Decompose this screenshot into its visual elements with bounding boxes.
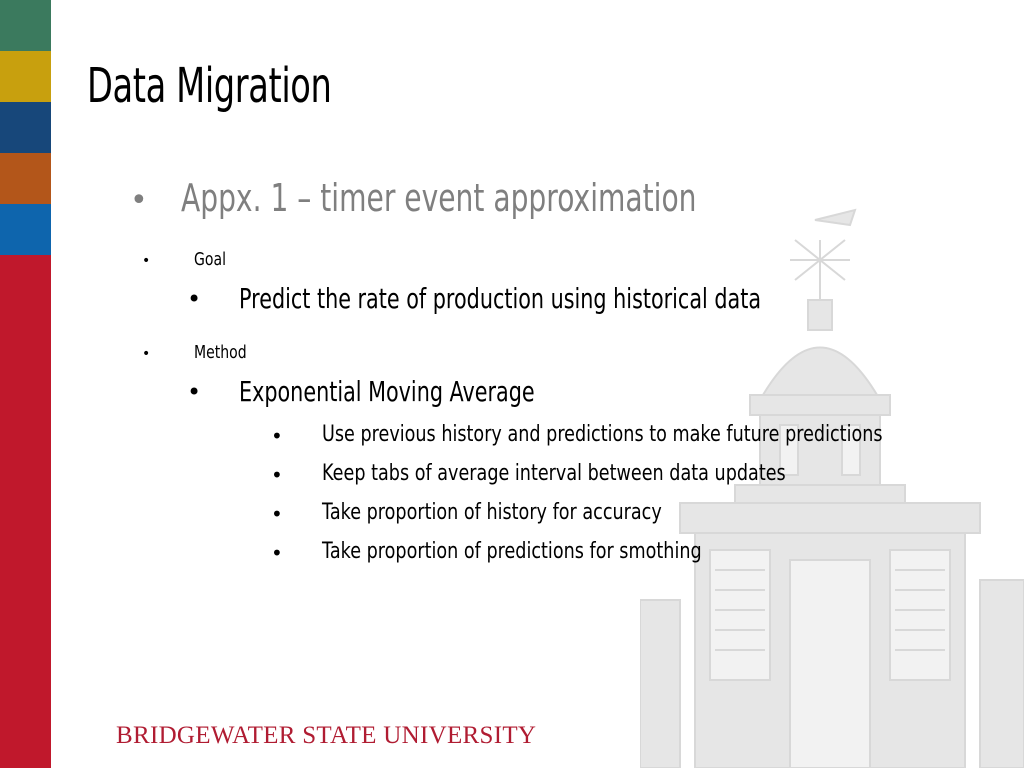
stripe-blue [0, 204, 51, 255]
sub-list-item-text: Use previous history and predictions to make future predictions [322, 422, 883, 447]
stripe-orange [0, 153, 51, 204]
stripe-red [0, 255, 51, 768]
university-wordmark: BRIDGEWATER STATE UNIVERSITY [116, 722, 537, 749]
stripe-gold [0, 51, 51, 102]
bullet-icon: • [130, 183, 148, 218]
sub-list-item-text: Keep tabs of average interval between data updates [322, 461, 786, 486]
bullet-icon: • [187, 378, 202, 406]
bullet-icon: • [271, 424, 283, 448]
sub-list-item-text: Take proportion of history for accuracy [322, 500, 662, 525]
list-item-text: Predict the rate of production using historical data [239, 282, 762, 315]
stripe-navy [0, 102, 51, 153]
bullet-icon: • [271, 463, 283, 487]
bullet-icon: • [271, 541, 283, 565]
section-label: Goal [194, 249, 226, 270]
bullet-icon: • [271, 502, 283, 526]
sub-list-item-text: Take proportion of predictions for smothing [322, 539, 702, 564]
slide-title: Data Migration [87, 58, 332, 114]
stripe-green [0, 0, 51, 51]
heading-text: Appx. 1 – timer event approximation [181, 176, 697, 220]
bullet-icon: • [187, 285, 202, 313]
section-label: Method [194, 342, 247, 363]
list-item-text: Exponential Moving Average [239, 375, 535, 408]
bullet-icon: • [142, 253, 151, 269]
bullet-icon: • [142, 346, 151, 362]
